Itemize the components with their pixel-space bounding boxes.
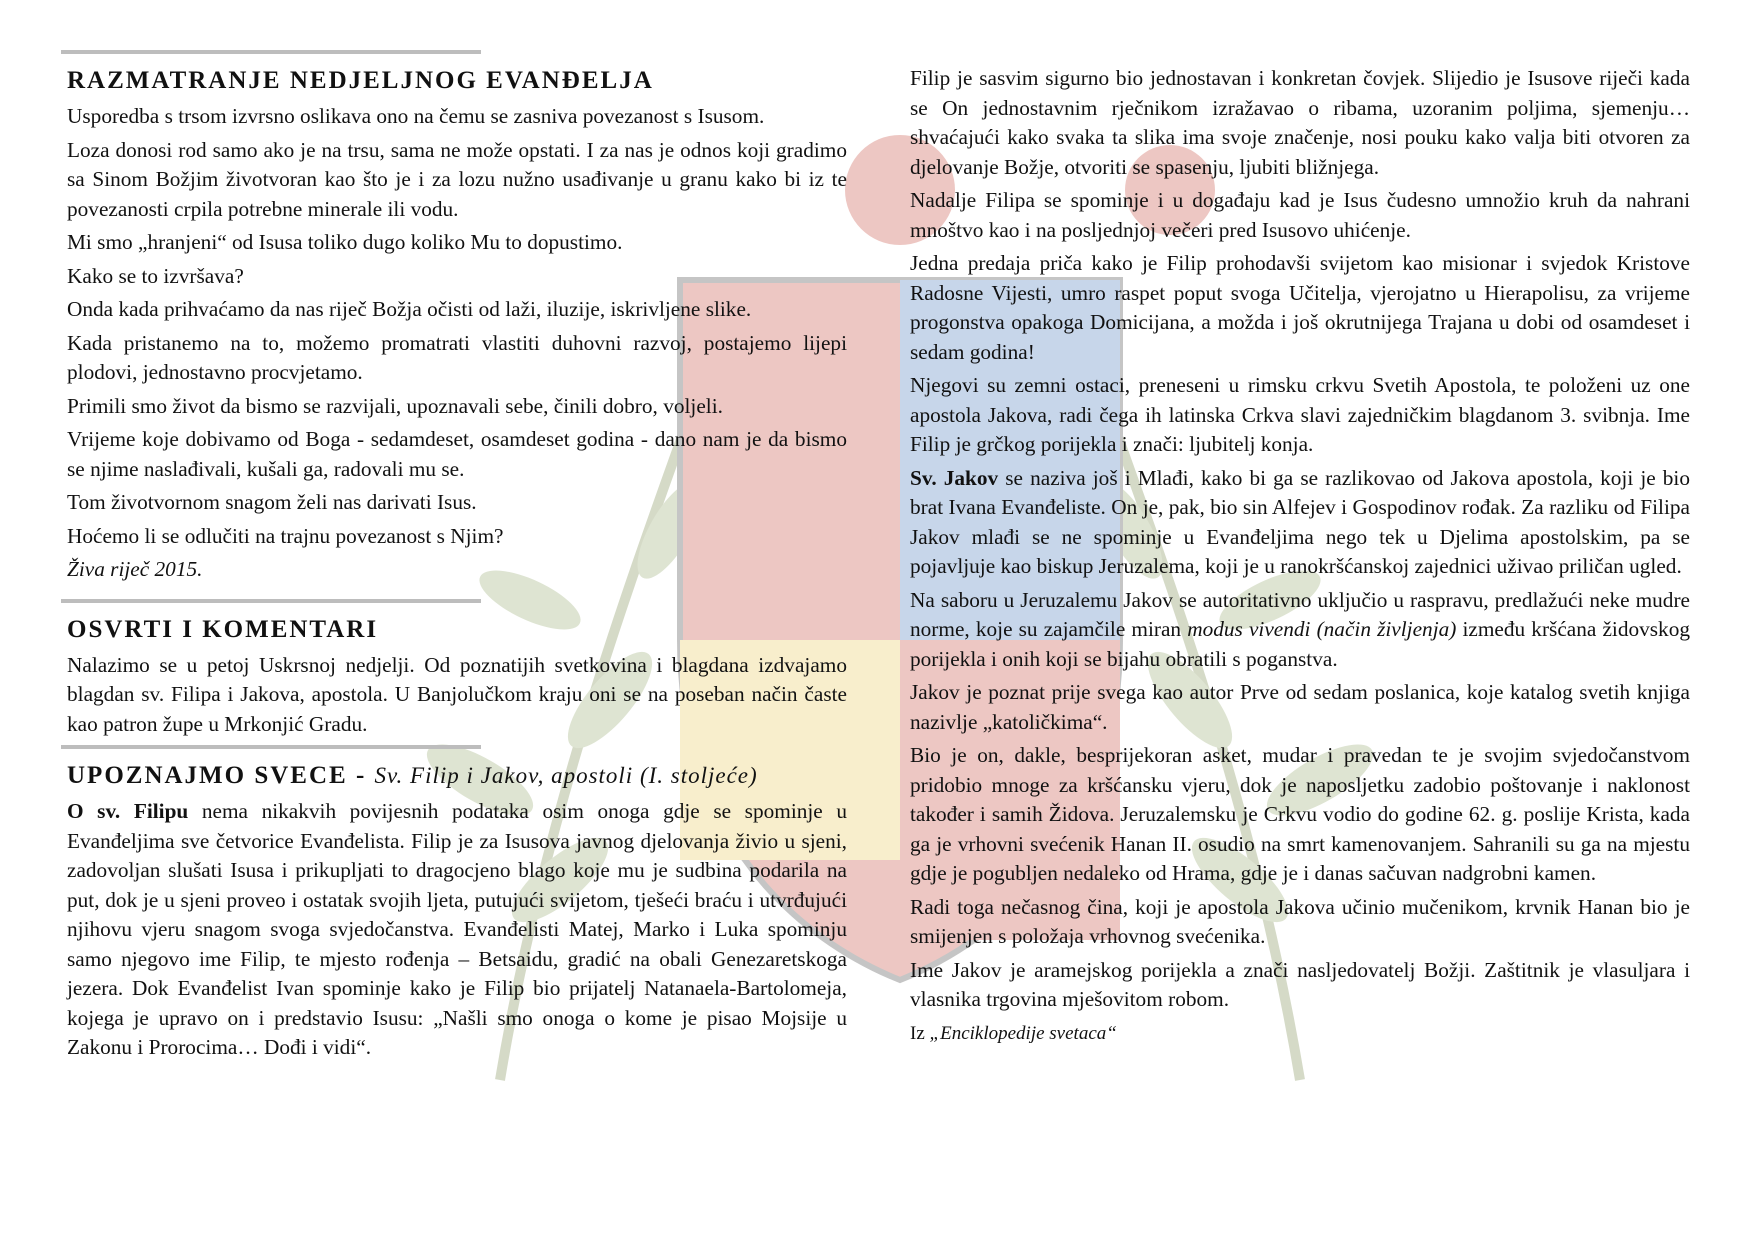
signature: Živa riječ 2015. xyxy=(67,557,203,581)
paragraph-text: se naziva još i Mlađi, kako bi ga se razlikovao od Jakova apostola, koji je bio brat Ivana Evanđeliste. On je, pak, bio sin Alfejev i Gospodinov rođak. Za razliku od Filipa Jakov mlađi se ne spominje u Evanđeljima nego tek u Djelima apostolskim, pa se pojavljuje kao biskup Jeruzalema, koji je u ranokršćanskoj zajednici uživao priličan ugled. xyxy=(910,465,1691,578)
heading-dash: - xyxy=(347,762,375,789)
section-divider xyxy=(61,745,481,749)
paragraph: Filip je sasvim sigurno bio jednostavan i konkretan čovjek. Slijedio je Isusove riječi kada se On jednostavnim rječnikom izražavao o ribama, uzoranim poljima, sjemenju… shvaćajući kako svaka ta slika ima svoje značenje, nosi pouku kako valja biti otvoren za djelovanje Božje, otvoriti se spasenju, ljubiti bližnjega. xyxy=(910,66,1690,179)
paragraph xyxy=(67,797,847,1063)
section-divider xyxy=(61,50,481,54)
paragraph: Nalazimo se u petoj Uskrsnoj nedjelji. Od poznatijih svetkovina i blagdana izdvajamo blagdan sv. Filipa i Jakova, apostola. U Banjolučkom kraju oni se na poseban način časte kao patron župe u Mrkonjić Gradu. xyxy=(67,652,847,736)
paragraph: Mi smo „hranjeni“ od Isusa toliko dugo koliko Mu to dopustimo. xyxy=(67,230,623,254)
source-title: „Enciklopedije svetaca“ xyxy=(929,1022,1117,1044)
paragraph: Jedna predaja priča kako je Filip prohodavši svijetom kao misionar i svjedok Kristove Radosne Vijesti, umro raspet poput svoga Učitelja, vjerojatno u Hierapolisu, za vrijeme progonstva opakoga Domicijana, a možda i još okrutnijega Trajana u dobi od osamdeset i sedam godina! xyxy=(910,251,1690,364)
paragraph: Radi toga nečasnog čina, koji je apostola Jakova učinio mučenikom, krvnik Hanan bio je smijenjen s položaja vrhovnog svećenika. xyxy=(910,894,1690,948)
paragraph: Loza donosi rod samo ako je na trsu, sama ne može opstati. I za nas je odnos koji gradimo sa Sinom Božjim životvoran kao što je i za lozu nužno usađivanje u granu kako bi iz te povezanosti crpila potrebne minerale ili vodu. xyxy=(67,137,847,221)
paragraph: Usporedba s trsom izvrsno oslikava ono na čemu se zasniva povezanost s Isusom. xyxy=(67,104,765,128)
paragraph xyxy=(910,586,1690,675)
paragraph: Bio je on, dakle, besprijekoran asket, mudar i pravedan te je svojim svjedočanstvom pridobio mnoge za kršćansku vjeru, dok je naposljetku zadobio poštovanje i naklonost također i samih Židova. Jeruzalemsku je Crkvu vodio do godine 62. g. poslije Krista, kada ga je vrhovni svećenik Hanan II. osudio na smrt kamenovanjem. Sahranili su ga na mjestu gdje je pogubljen nedaleko od Hrama, gdje je i danas sačuvan nadgrobni kamen. xyxy=(910,743,1690,885)
section-heading-reflection: RAZMATRANJE NEDJELJNOG EVANĐELJA xyxy=(67,67,654,94)
section-heading-saints xyxy=(67,761,847,791)
section-divider xyxy=(61,599,481,603)
paragraph: Ime Jakov je aramejskog porijekla a znači nasljedovatelj Božji. Zaštitnik je vlasuljara i vlasnika trgovina mješovitom robom. xyxy=(910,957,1690,1011)
source-prefix: Iz xyxy=(910,1022,930,1044)
lead-bold: O sv. Filipu xyxy=(67,799,189,823)
paragraph: Tom životvornom snagom želi nas darivati Isus. xyxy=(67,490,477,514)
paragraph-text: između kršćana židovskog porijekla i onih koji se bijahu obratili s poganstva. xyxy=(910,617,1690,671)
paragraph: Hoćemo li se odlučiti na trajnu povezanost s Njim? xyxy=(67,523,504,548)
italic-phrase: modus vivendi (način življenja) xyxy=(1187,617,1457,641)
paragraph: Kada pristanemo na to, možemo promatrati vlastiti duhovni razvoj, postajemo lijepi plodovi, jednostavno procvjetamo. xyxy=(67,330,847,384)
paragraph: Onda kada prihvaćamo da nas riječ Božja očisti od laži, iluzije, iskrivljene slike. xyxy=(67,297,752,321)
left-column xyxy=(67,50,847,1067)
source-citation xyxy=(910,1019,1690,1049)
paragraph-text: Na saboru u Jeruzalemu Jakov se autoritativno uključio u raspravu, predlažući neke mudre norme, koje su zajamčile miran xyxy=(910,587,1690,641)
lead-bold: Sv. Jakov xyxy=(910,465,999,490)
paragraph: Kako se to izvršava? xyxy=(67,263,244,288)
subheading: Sv. Filip i Jakov, apostoli (I. stoljeće) xyxy=(374,763,758,788)
section-heading-comments: OSVRTI I KOMENTARI xyxy=(67,615,379,643)
paragraph-text: nema nikakvih povijesnih podataka osim onoga gdje se spominje u Evanđeljima sve četvorice Evanđelista. Filip je za Isusova javnog djelovanja živio u sjeni, zadovoljan slušati Isusa i prikupljati to dragocjeno blago koje mu je sudbina podarila na put, dok je u sjeni proveo i ostatak svojih ljeta, putujući svijetom, tješeći braću i utvrđujući njihovu vjeru snagom svoga svjedočanstva. Evanđelisti Matej, Marko i Luka spominju samo njegovo ime Filip, te mjesto rođenja – Betsaidu, gradić na obali Genezaretskoga jezera. Dok Evanđelist Ivan spominje kako je Filip bio prijatelj Natanaela-Bartolomeja, kojega je upravo on i predstavio Isusu: „Našli smo onoga o kome je pisao Mojsije u Zakonu i Prorocima… Dođi i vidi“. xyxy=(67,799,847,1059)
heading-text: UPOZNAJMO SVECE xyxy=(67,762,348,789)
paragraph xyxy=(910,464,1690,582)
paragraph: Njegovi su zemni ostaci, preneseni u rimsku crkvu Svetih Apostola, te položeni uz one apostola Jakova, radi čega ih latinska Crkva slavi zajedničkim blagdanom 3. svibnja. Ime Filip je grčkog porijekla i znači: ljubitelj konja. xyxy=(910,373,1690,456)
paragraph: Nadalje Filipa se spominje i u događaju kad je Isus čudesno umnožio kruh da nahrani mnoštvo kao i na posljednjoj večeri pred Isusovo uhićenje. xyxy=(910,188,1690,242)
paragraph: Vrijeme koje dobivamo od Boga - sedamdeset, osamdeset godina - dano nam je da bismo se njime naslađivali, kušali ga, radovali mu se. xyxy=(67,427,847,481)
paragraph: Primili smo život da bismo se razvijali, upoznavali sebe, činili dobro, voljeli. xyxy=(67,393,723,418)
right-column xyxy=(910,64,1690,1052)
paragraph: Jakov je poznat prije svega kao autor Prve od sedam poslanica, koje katalog svetih knjiga nazivlje „katoličkima“. xyxy=(910,680,1690,734)
